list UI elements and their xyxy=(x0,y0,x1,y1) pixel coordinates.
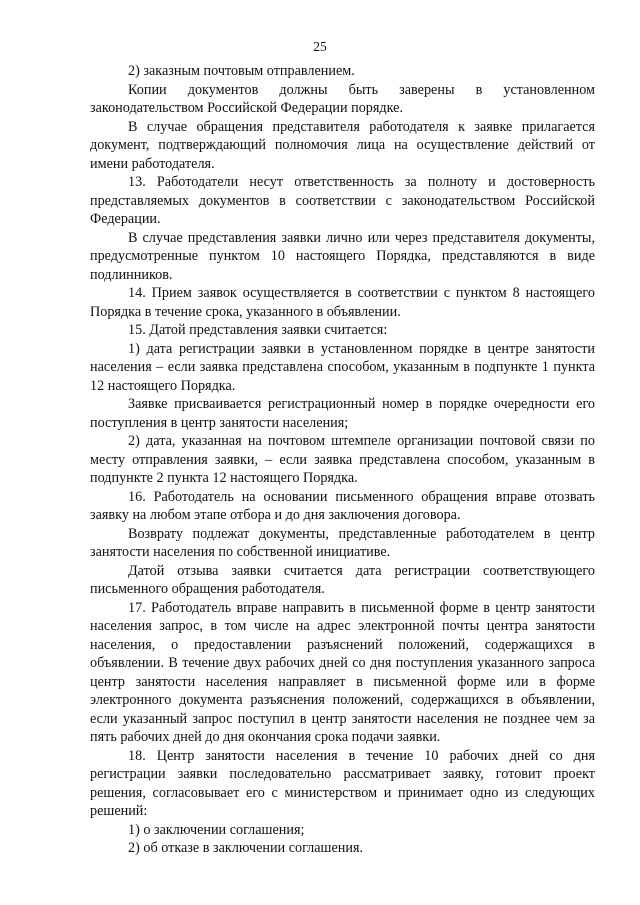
paragraph-13: Датой отзыва заявки считается дата регистрации соответствующего письменного обращения работодателя. xyxy=(90,562,595,597)
page-number: 25 xyxy=(313,39,327,54)
document-body xyxy=(90,62,595,858)
paragraph-12: Возврату подлежат документы, представленные работодателем в центр занятости населения по собственной инициативе. xyxy=(90,525,595,560)
paragraph-10: 2) дата, указанная на почтовом штемпеле организации почтовой связи по месту отправления заявки, – если заявка представлена способом, указанным в подпункте 2 пункта 12 настоящего Порядка. xyxy=(90,433,595,486)
paragraph-11: 16. Работодатель на основании письменного обращения вправе отозвать заявку на любом этапе отбора и до дня заключения договора. xyxy=(90,488,595,523)
paragraph-14: 17. Работодатель вправе направить в письменной форме в центр занятости населения запрос, в том числе на адрес электронной почты центра занятости населения, о предоставлении разъяснений положений, содержащихся в объявлении. В течение двух рабочих дней со дня поступления указанного запроса центр занятости населения направляет в письменной форме или в форме электронного документа разъяснения положений, содержащихся в объявлении, если указанный запрос поступил в центр занятости населения не позднее чем за пять рабочих дней до дня окончания срока подачи заявки. xyxy=(90,599,595,745)
paragraph-2: Копии документов должны быть заверены в установленном законодательством Российской Федерации порядке. xyxy=(90,81,595,116)
paragraph-7: 15. Датой представления заявки считается: xyxy=(128,322,388,338)
paragraph-5: В случае представления заявки лично или через представителя документы, предусмотренные пунктом 10 настоящего Порядка, представляются в виде подлинников. xyxy=(90,229,595,283)
paragraph-8: 1) дата регистрации заявки в установленном порядке в центре занятости населения – если заявка представлена способом, указанным в подпункте 1 пункта 12 настоящего Порядка. xyxy=(90,340,595,394)
paragraph-17: 2) об отказе в заключении соглашения. xyxy=(128,840,364,856)
paragraph-3: В случае обращения представителя работодателя к заявке прилагается документ, подтверждающий полномочия лица на осуществление действий от имени работодателя. xyxy=(90,118,595,172)
paragraph-6: 14. Прием заявок осуществляется в соответствии с пунктом 8 настоящего Порядка в течение срока, указанного в объявлении. xyxy=(90,285,595,320)
paragraph-16: 1) о заключении соглашения; xyxy=(128,821,305,838)
paragraph-9: Заявке присваивается регистрационный номер в порядке очередности его поступления в центр занятости населения; xyxy=(90,396,595,431)
paragraph-1: 2) заказным почтовым отправлением. xyxy=(128,63,355,79)
paragraph-4: 13. Работодатели несут ответственность за полноту и достоверность представляемых документов в соответствии с законодательством Российской Федерации. xyxy=(90,174,595,227)
paragraph-15: 18. Центр занятости населения в течение 10 рабочих дней со дня регистрации заявки последовательно рассматривает заявку, готовит проект решения, согласовывает его с министерством и принимает одно из следующих решений: xyxy=(90,747,595,819)
